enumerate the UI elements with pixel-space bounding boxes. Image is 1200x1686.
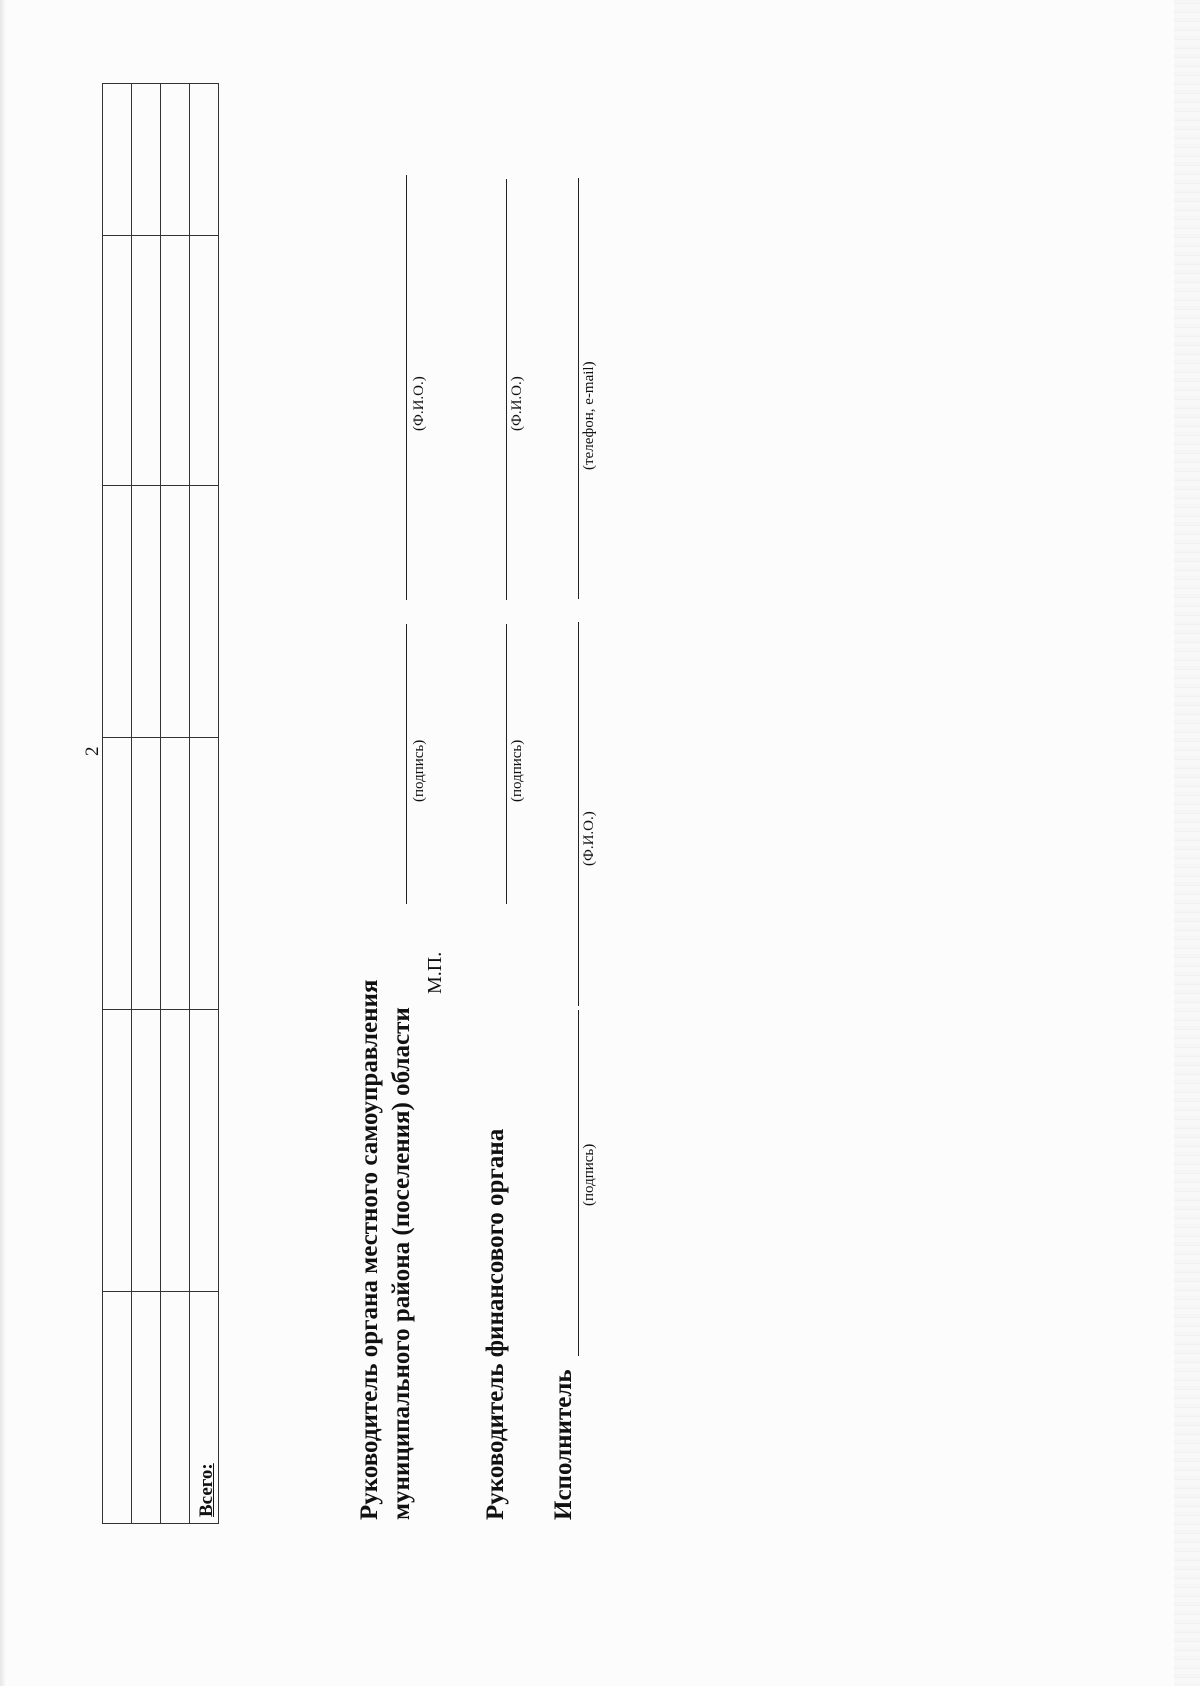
table-cell [190, 738, 219, 1010]
table-cell [190, 1010, 219, 1292]
local-head-name-caption: (Ф.И.О.) [411, 376, 427, 431]
table-cell [161, 236, 190, 486]
finance-head-signature-line [506, 624, 507, 904]
table-cell [132, 1010, 161, 1292]
local-head-name-line [406, 175, 407, 600]
table-total-row [190, 84, 219, 1524]
table-row [103, 84, 132, 1524]
table-cell [190, 84, 219, 236]
page-number: 2 [82, 746, 103, 756]
local-head-title-line2: муниципального района (поселения) области [388, 1007, 415, 1520]
local-head-signature-caption: (подпись) [411, 739, 427, 802]
executor-signature-line [578, 1010, 579, 1356]
table-cell [161, 486, 190, 738]
table-cell [132, 486, 161, 738]
table-cell [190, 486, 219, 738]
finance-head-signature-caption: (подпись) [509, 739, 525, 802]
local-head-title-line1: Руководитель органа местного самоуправления [356, 979, 383, 1520]
table-cell [103, 1010, 132, 1292]
table-cell [132, 738, 161, 1010]
finance-head-name-line [506, 179, 507, 600]
table-row [132, 84, 161, 1524]
executor-contact-caption: (телефон, e-mail) [581, 361, 597, 470]
table-cell [103, 236, 132, 486]
table-cell [132, 84, 161, 236]
table-cell [132, 1292, 161, 1524]
executor-contact-line [578, 178, 579, 599]
finance-head-title: Руководитель финансового органа [482, 1128, 509, 1520]
table-cell [103, 84, 132, 236]
table-cell [103, 486, 132, 738]
executor-title: Исполнитель [550, 1369, 577, 1520]
table-cell [132, 236, 161, 486]
table-cell [161, 84, 190, 236]
table-row [161, 84, 190, 1524]
table-cell [103, 1292, 132, 1524]
data-table [102, 83, 219, 1524]
executor-name-caption: (Ф.И.О.) [581, 811, 597, 866]
table-cell [103, 738, 132, 1010]
table-cell [161, 1292, 190, 1524]
executor-name-line [578, 622, 579, 1006]
executor-signature-caption: (подпись) [581, 1143, 597, 1206]
total-label: Всего: [190, 1292, 219, 1524]
finance-head-name-caption: (Ф.И.О.) [509, 376, 525, 431]
table-cell [190, 236, 219, 486]
stamp-placeholder: М.П. [424, 951, 446, 994]
table-cell [161, 1010, 190, 1292]
local-head-signature-line [406, 624, 407, 904]
table-cell [161, 738, 190, 1010]
